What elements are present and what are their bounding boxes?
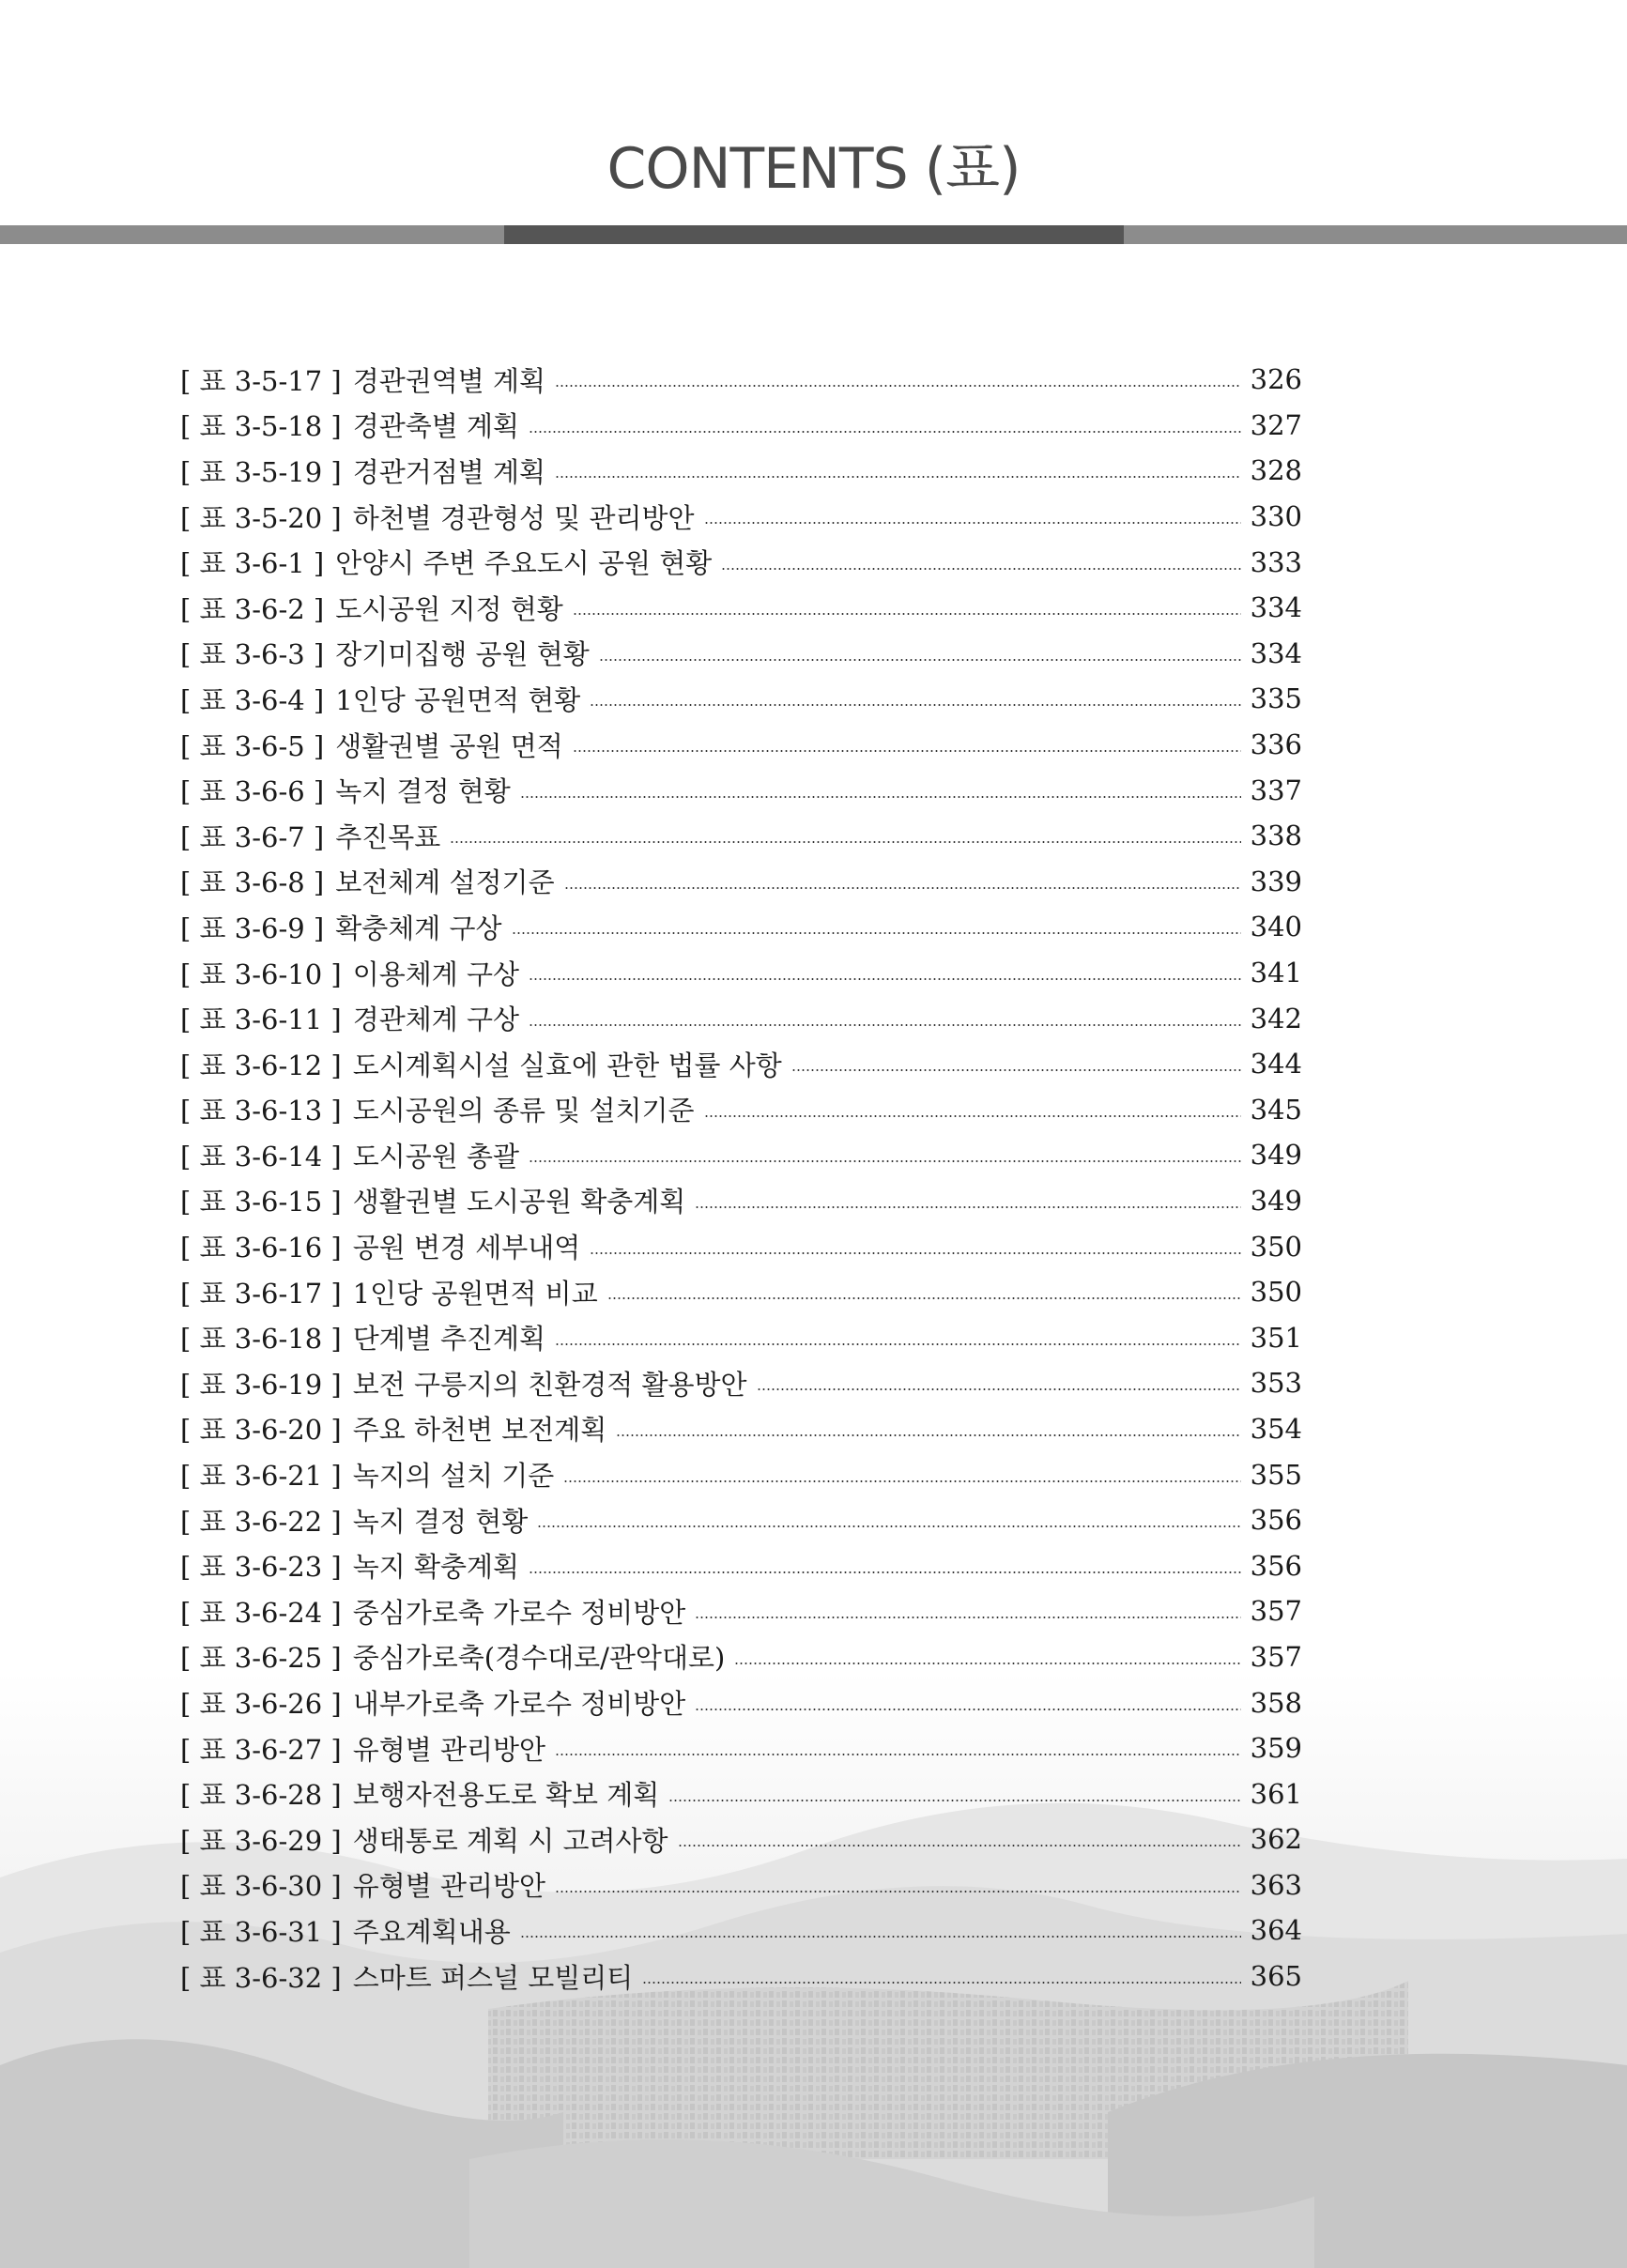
toc-entry-title: 확충체계 구상 xyxy=(335,912,502,944)
dot-leader xyxy=(520,796,1241,798)
dot-leader xyxy=(607,1297,1241,1299)
toc-entry-label: [ 표 3-6-17 ] xyxy=(180,1277,342,1310)
dot-leader xyxy=(555,1343,1241,1345)
toc-entry-label: [ 표 3-6-7 ] xyxy=(180,820,325,853)
toc-entry-page: 344 xyxy=(1250,1048,1302,1080)
toc-entry-page: 341 xyxy=(1250,957,1302,989)
toc-entry-label: [ 표 3-6-20 ] xyxy=(180,1414,342,1447)
dot-leader xyxy=(695,1617,1240,1618)
toc-entry-title: 경관체계 구상 xyxy=(352,1004,520,1036)
toc-entry[interactable] xyxy=(180,1816,1302,1862)
toc-entry-label: [ 표 3-5-18 ] xyxy=(180,410,342,443)
dot-leader xyxy=(564,887,1241,889)
toc-entry[interactable] xyxy=(180,1406,1302,1452)
toc-entry[interactable] xyxy=(180,357,1302,403)
toc-entry[interactable] xyxy=(180,904,1302,950)
dot-leader xyxy=(695,1206,1240,1208)
toc-entry[interactable] xyxy=(180,1497,1302,1543)
toc-entry[interactable] xyxy=(180,1679,1302,1725)
dot-leader xyxy=(704,522,1241,524)
toc-entry[interactable] xyxy=(180,813,1302,859)
toc-entry-title: 중심가로축(경수대로/관악대로) xyxy=(352,1642,726,1675)
toc-entry-page: 339 xyxy=(1250,865,1302,897)
toc-entry[interactable] xyxy=(180,1542,1302,1588)
toc-entry-label: [ 표 3-5-19 ] xyxy=(180,455,342,488)
toc-entry-page: 356 xyxy=(1250,1504,1302,1537)
toc-entry-title: 생활권별 공원 면적 xyxy=(335,729,563,762)
toc-entry[interactable] xyxy=(180,585,1302,631)
toc-entry-label: [ 표 3-6-27 ] xyxy=(180,1733,342,1766)
toc-entry[interactable] xyxy=(180,859,1302,905)
dot-leader xyxy=(599,659,1241,661)
toc-entry-label: [ 표 3-6-3 ] xyxy=(180,638,325,671)
dot-leader xyxy=(529,978,1241,980)
toc-entry-page: 350 xyxy=(1250,1276,1302,1309)
toc-entry-page: 358 xyxy=(1250,1686,1302,1719)
toc-entry-page: 364 xyxy=(1250,1914,1302,1947)
dot-leader xyxy=(590,704,1240,706)
toc-entry[interactable] xyxy=(180,1725,1302,1771)
toc-entry-label: [ 표 3-5-20 ] xyxy=(180,501,342,534)
toc-entry-page: 357 xyxy=(1250,1595,1302,1628)
toc-entry-label: [ 표 3-6-18 ] xyxy=(180,1323,342,1356)
toc-entry-label: [ 표 3-6-14 ] xyxy=(180,1140,342,1172)
dot-leader xyxy=(791,1069,1241,1071)
toc-entry-label: [ 표 3-6-4 ] xyxy=(180,683,325,716)
dot-leader xyxy=(555,1891,1241,1893)
toc-entry-label: [ 표 3-6-31 ] xyxy=(180,1915,342,1948)
dot-leader xyxy=(757,1388,1241,1390)
toc-entry-page: 327 xyxy=(1250,408,1302,441)
toc-entry-title: 도시공원 총괄 xyxy=(352,1140,520,1172)
dot-leader xyxy=(573,750,1241,752)
toc-entry[interactable] xyxy=(180,1223,1302,1269)
toc-entry-label: [ 표 3-6-26 ] xyxy=(180,1688,342,1721)
toc-entry-label: [ 표 3-6-8 ] xyxy=(180,866,325,899)
toc-entry-title: 경관축별 계획 xyxy=(352,410,520,443)
dot-leader xyxy=(537,1525,1240,1527)
toc-entry-label: [ 표 3-6-22 ] xyxy=(180,1505,342,1538)
toc-entry[interactable] xyxy=(180,1178,1302,1224)
toc-entry-page: 357 xyxy=(1250,1640,1302,1673)
toc-entry-title: 녹지 결정 현황 xyxy=(335,775,511,808)
toc-entry-title: 생태통로 계획 시 고려사항 xyxy=(352,1824,668,1857)
toc-entry-page: 334 xyxy=(1250,636,1302,669)
toc-entry-title: 유형별 관리방안 xyxy=(352,1733,546,1766)
toc-entry-page: 342 xyxy=(1250,1002,1302,1034)
toc-entry-page: 340 xyxy=(1250,911,1302,943)
toc-entry[interactable] xyxy=(180,539,1302,585)
toc-entry-page: 353 xyxy=(1250,1367,1302,1400)
toc-entry[interactable] xyxy=(180,1634,1302,1680)
dot-leader xyxy=(555,385,1241,387)
toc-entry-label: [ 표 3-6-12 ] xyxy=(180,1049,342,1081)
toc-entry-label: [ 표 3-6-25 ] xyxy=(180,1642,342,1675)
toc-entry-title: 안양시 주변 주요도시 공원 현황 xyxy=(335,547,713,580)
dot-leader xyxy=(512,932,1241,934)
toc-entry-label: [ 표 3-6-9 ] xyxy=(180,912,325,944)
toc-entry-title: 주요 하천변 보전계획 xyxy=(352,1414,607,1447)
toc-entry-page: 349 xyxy=(1250,1139,1302,1172)
toc-entry-title: 이용체계 구상 xyxy=(352,958,520,990)
toc-entry-title: 추진목표 xyxy=(335,820,441,853)
toc-entry-page: 361 xyxy=(1250,1777,1302,1810)
dot-leader xyxy=(450,841,1240,843)
toc-entry-title: 도시공원 지정 현황 xyxy=(335,592,563,625)
toc-entry-title: 녹지 확충계획 xyxy=(352,1551,520,1584)
toc-entry-label: [ 표 3-6-30 ] xyxy=(180,1870,342,1903)
toc-entry-label: [ 표 3-6-1 ] xyxy=(180,547,325,580)
toc-entry-title: 스마트 퍼스널 모빌리티 xyxy=(352,1961,634,1994)
toc-entry-title: 중심가로축 가로수 정비방안 xyxy=(352,1596,686,1629)
toc-entry-page: 334 xyxy=(1250,591,1302,624)
toc-entry-label: [ 표 3-6-28 ] xyxy=(180,1779,342,1812)
toc-entry-label: [ 표 3-6-29 ] xyxy=(180,1824,342,1857)
toc-entry-page: 336 xyxy=(1250,728,1302,761)
toc-entry[interactable] xyxy=(180,950,1302,996)
dot-leader xyxy=(590,1252,1240,1254)
toc-entry-page: 330 xyxy=(1250,500,1302,533)
toc-entry[interactable] xyxy=(180,1269,1302,1315)
toc-entry-label: [ 표 3-6-10 ] xyxy=(180,958,342,990)
toc-entry-page: 335 xyxy=(1250,682,1302,715)
toc-entry[interactable] xyxy=(180,1908,1302,1954)
toc-entry-page: 363 xyxy=(1250,1868,1302,1901)
toc-entry[interactable] xyxy=(180,631,1302,677)
toc-entry-title: 공원 변경 세부내역 xyxy=(352,1232,581,1264)
toc-entry[interactable] xyxy=(180,403,1302,449)
toc-entry-title: 보전 구릉지의 친환경적 활용방안 xyxy=(352,1368,747,1401)
toc-entry-label: [ 표 3-6-6 ] xyxy=(180,775,325,808)
toc-entry[interactable] xyxy=(180,494,1302,540)
page-title: CONTENTS (표) xyxy=(606,136,1021,202)
toc-entry-label: [ 표 3-6-15 ] xyxy=(180,1186,342,1218)
toc-entry-page: 337 xyxy=(1250,774,1302,806)
toc-entry-title: 보전체계 설정기준 xyxy=(335,866,555,899)
dot-leader xyxy=(678,1845,1241,1847)
toc-entry-title: 경관권역별 계획 xyxy=(352,364,546,397)
dot-leader xyxy=(704,1115,1241,1117)
toc-entry-label: [ 표 3-6-21 ] xyxy=(180,1460,342,1493)
dot-leader xyxy=(520,1936,1241,1938)
toc-entry-title: 유형별 관리방안 xyxy=(352,1870,546,1903)
dot-leader xyxy=(734,1663,1240,1664)
toc-entry-title: 내부가로축 가로수 정비방안 xyxy=(352,1688,686,1721)
toc-entry-title: 녹지의 설치 기준 xyxy=(352,1460,555,1493)
toc-entry-label: [ 표 3-6-11 ] xyxy=(180,1004,342,1036)
toc-entry[interactable] xyxy=(180,722,1302,768)
toc-entry-page: 338 xyxy=(1250,820,1302,852)
toc-entry-title: 녹지 결정 현황 xyxy=(352,1505,529,1538)
toc-entry-title: 1인당 공원면적 현황 xyxy=(335,683,581,716)
toc-entry-page: 333 xyxy=(1250,545,1302,578)
toc-entry-page: 355 xyxy=(1250,1458,1302,1491)
toc-entry[interactable] xyxy=(180,995,1302,1041)
toc-entry[interactable] xyxy=(180,1314,1302,1360)
title-divider-accent xyxy=(504,225,1124,244)
dot-leader xyxy=(573,613,1241,615)
toc-entry-label: [ 표 3-6-5 ] xyxy=(180,729,325,762)
toc-entry-page: 362 xyxy=(1250,1823,1302,1856)
toc-entry[interactable] xyxy=(180,767,1302,813)
title-divider xyxy=(0,225,1627,244)
dot-leader xyxy=(695,1709,1240,1710)
toc-entry[interactable] xyxy=(180,1360,1302,1406)
toc-entry-title: 하천별 경관형성 및 관리방안 xyxy=(352,501,695,534)
toc-entry-title: 주요계획내용 xyxy=(352,1915,511,1948)
toc-entry-label: [ 표 3-6-23 ] xyxy=(180,1551,342,1584)
toc-entry-label: [ 표 3-6-32 ] xyxy=(180,1961,342,1994)
toc-entry[interactable] xyxy=(180,1041,1302,1087)
toc-entry-title: 보행자전용도로 확보 계획 xyxy=(352,1779,660,1812)
toc-list xyxy=(180,357,1302,1999)
toc-entry-page: 326 xyxy=(1250,363,1302,396)
dot-leader xyxy=(642,1982,1240,1984)
dot-leader xyxy=(529,1024,1241,1026)
dot-leader xyxy=(529,1160,1241,1162)
toc-entry-page: 356 xyxy=(1250,1549,1302,1582)
dot-leader xyxy=(555,476,1241,478)
toc-entry[interactable] xyxy=(180,1954,1302,2000)
toc-entry[interactable] xyxy=(180,1862,1302,1908)
toc-entry-title: 도시계획시설 실효에 관한 법률 사항 xyxy=(352,1049,782,1081)
dot-leader xyxy=(529,1571,1241,1573)
toc-entry[interactable] xyxy=(180,1770,1302,1816)
toc-entry-label: [ 표 3-6-16 ] xyxy=(180,1232,342,1264)
toc-entry-label: [ 표 3-6-24 ] xyxy=(180,1596,342,1629)
dot-leader xyxy=(563,1480,1240,1482)
toc-entry[interactable] xyxy=(180,1087,1302,1133)
toc-entry-page: 345 xyxy=(1250,1093,1302,1126)
toc-entry-page: 359 xyxy=(1250,1732,1302,1765)
toc-entry-page: 328 xyxy=(1250,454,1302,487)
toc-entry[interactable] xyxy=(180,676,1302,722)
toc-entry-page: 351 xyxy=(1250,1321,1302,1354)
toc-entry-title: 1인당 공원면적 비교 xyxy=(352,1277,598,1310)
dot-leader xyxy=(529,431,1241,433)
toc-entry[interactable] xyxy=(180,1451,1302,1497)
toc-entry-label: [ 표 3-5-17 ] xyxy=(180,364,342,397)
toc-entry-label: [ 표 3-6-2 ] xyxy=(180,592,325,625)
toc-entry-label: [ 표 3-6-19 ] xyxy=(180,1368,342,1401)
toc-entry[interactable] xyxy=(180,1132,1302,1178)
toc-entry[interactable] xyxy=(180,1588,1302,1634)
dot-leader xyxy=(668,1800,1240,1801)
toc-entry-title: 경관거점별 계획 xyxy=(352,455,546,488)
toc-entry-title: 생활권별 도시공원 확충계획 xyxy=(352,1186,686,1218)
toc-entry-title: 장기미집행 공원 현황 xyxy=(335,638,590,671)
toc-entry-page: 349 xyxy=(1250,1184,1302,1217)
toc-entry-title: 도시공원의 종류 및 설치기준 xyxy=(352,1095,695,1127)
toc-entry[interactable] xyxy=(180,448,1302,494)
toc-entry-page: 365 xyxy=(1250,1960,1302,1993)
toc-entry-page: 350 xyxy=(1250,1230,1302,1263)
dot-leader xyxy=(555,1754,1241,1755)
toc-entry-title: 단계별 추진계획 xyxy=(352,1323,546,1356)
dot-leader xyxy=(616,1434,1240,1436)
dot-leader xyxy=(721,568,1240,570)
toc-entry-page: 354 xyxy=(1250,1412,1302,1445)
toc-entry-label: [ 표 3-6-13 ] xyxy=(180,1095,342,1127)
